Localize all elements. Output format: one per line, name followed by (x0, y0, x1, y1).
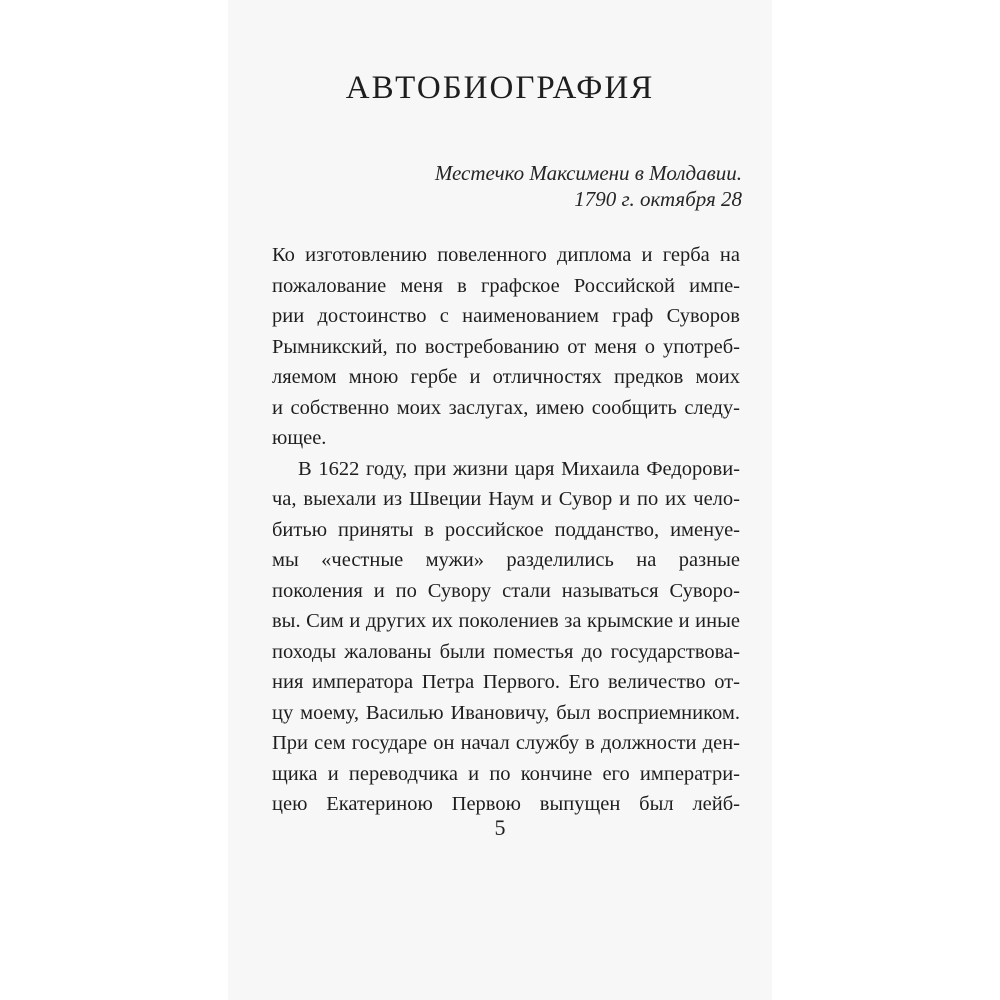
text-line: В 1622 году, при жизни царя Михаила Федорови- (298, 457, 740, 480)
body-text (272, 240, 740, 820)
text-line: мы «честные мужи» разделились на разные (272, 549, 740, 571)
text-line: пожалование меня в графское Российской импе- (272, 274, 740, 297)
book-page (228, 0, 772, 1000)
text-line: вы. Сим и других их поколениев за крымские и иные (272, 610, 740, 632)
text-line: поколения и по Сувору стали называться Суворо- (272, 579, 740, 602)
dateline (322, 160, 742, 212)
text-line: Рымникский, по востребованию от меня о употреб- (272, 335, 740, 358)
text-line: битью приняты в российское подданство, именуе- (272, 518, 740, 541)
chapter-title: АВТОБИОГРАФИЯ (345, 70, 655, 106)
text-line: Ко изготовлению повеленного диплома и герба на (272, 244, 740, 266)
text-line: ча, выехали из Швеции Наум и Сувор и по их чело- (272, 488, 740, 510)
paragraph-2 (272, 454, 740, 820)
text-line: щика и переводчика и по кончине его императри- (272, 762, 740, 785)
text-line: ния императора Петра Первого. Его величество от- (272, 671, 740, 693)
text-line: При сем государе он начал службу в должности ден- (272, 732, 740, 754)
text-line: ляемом мною гербе и отличностях предков моих (272, 366, 740, 388)
text-line: рии достоинство с наименованием граф Суворов (272, 305, 740, 327)
page-number: 5 (494, 815, 506, 840)
dateline-place: Местечко Максимени в Молдавии. (434, 161, 742, 185)
text-line: походы жалованы были поместья до государствова- (272, 640, 740, 663)
dateline-date: 1790 г. октября 28 (574, 187, 742, 211)
text-line: и собственно моих заслугах, имею сообщить следу- (272, 396, 740, 419)
text-line: цу моему, Василью Ивановичу, был восприемником. (272, 701, 740, 724)
paragraph-1 (272, 240, 740, 454)
text-line: цею Екатериною Первою выпущен был лейб- (272, 793, 740, 815)
text-line: ющее. (272, 427, 327, 449)
